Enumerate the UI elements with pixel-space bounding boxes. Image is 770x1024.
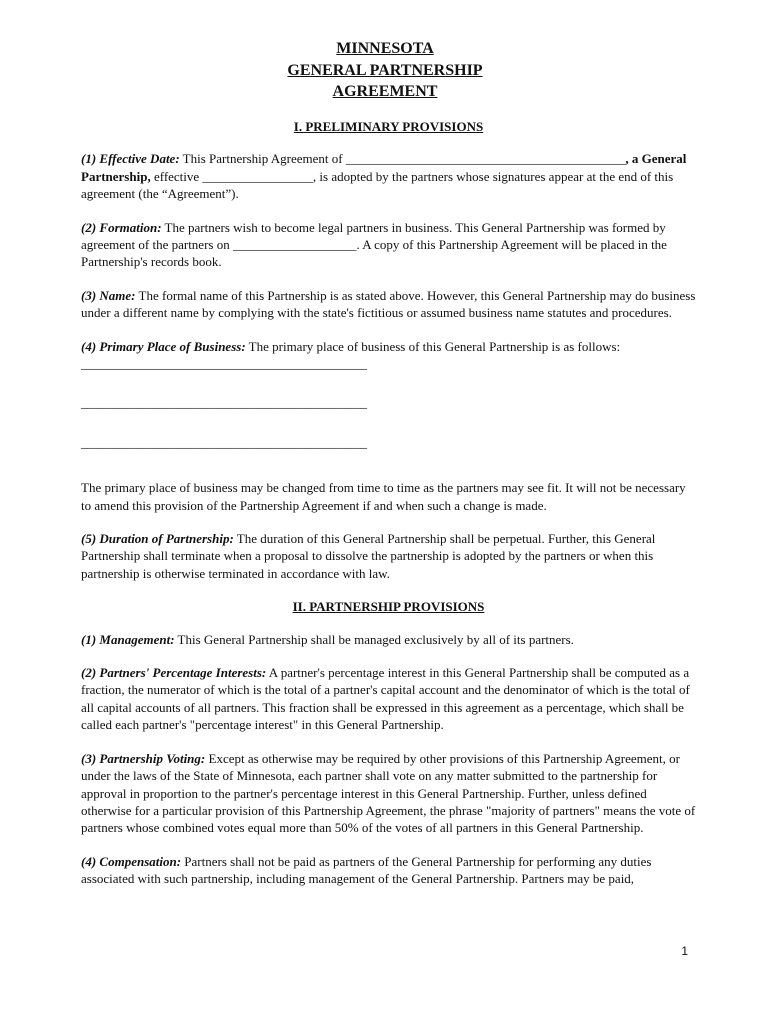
clause-lead: (1) Effective Date: [81,151,180,167]
clause-text: The formal name of this Partnership is as stated above. However, this General Partnership may do business under a different name by complying with the state's fictitious or assumed business name statutes and procedures. [81,287,696,321]
clause-text: The primary place of business of this General Partnership is as follows: [245,338,621,354]
clause-text: This Partnership Agreement of ___________________________________________ [179,151,626,167]
address-line-2: ____________________________________________ [81,395,367,411]
clause-text: The partners wish to become legal partners in business. This General Partnership was formed by agreement of the partners on ___________________. A copy of this Partnership Agreement will be placed in the Partnership's records book. [81,219,667,270]
clause-compensation [81,853,696,888]
section-heading-partnership: II. PARTNERSHIP PROVISIONS [292,599,485,615]
clause-lead: (2) Partners' Percentage Interests: [81,665,267,681]
clause-partnership-voting [81,750,696,837]
clause-lead: (3) Partnership Voting: [81,750,206,766]
clause-effective-date [81,150,696,202]
clause-text: Partners shall not be paid as partners of the General Partnership for performing any duties associated with such partnership, including management of the General Partnership. Partners may be paid, [81,853,652,887]
clause-bold-text: , a General Partnership, [81,151,687,184]
clause-lead: (4) Compensation: [81,853,182,869]
address-line-1: ____________________________________________ [81,356,367,372]
clause-lead: (2) Formation: [81,219,162,235]
clause-lead: (4) Primary Place of Business: [81,338,246,354]
clause-lead: (3) Name: [81,287,136,303]
address-line-3: ____________________________________________ [81,434,367,450]
clause-text: effective _________________, is adopted by the partners whose signatures appear at the end of this agreement (the “Agreement”). [81,168,674,202]
clause-duration [81,530,696,582]
section-heading-preliminary: I. PRELIMINARY PROVISIONS [293,119,484,134]
title-line-2: GENERAL PARTNERSHIP [287,61,483,79]
clause-name [81,287,696,322]
clause-management [81,631,696,648]
clause-place-change: The primary place of business may be changed from time to time as the partners may see fit. It will not be necessary to amend this provision of the Partnership Agreement if and when such a change is made. [81,480,686,513]
clause-formation [81,219,696,271]
clause-percentage-interests [81,664,696,734]
clause-text: A partner's percentage interest in this General Partnership shall be computed as a fraction, the numerator of which is the total of a partner's capital account and the denominator of which is the total of all capital accounts of all partners. This fraction shall be expressed in this agreement as a percentage, which shall be called each partner's "percentage interest" in this General Partnership. [81,665,690,733]
clause-primary-place [81,338,696,355]
clause-lead: (1) Management: [81,631,175,647]
clause-text: Except as otherwise may be required by other provisions of this Partnership Agreement, or under the laws of the State of Minnesota, each partner shall vote on any matter submitted to the partnership for approval in proportion to the partner's percentage interest in this General Partnership. Further, unless defined otherwise for a particular provision of this Partnership Agreement, the phrase "majority of partners" means the vote of partners whose combined votes equal more than 50% of the votes of all partners in this General Partnership. [81,750,696,836]
page-number: 1 [681,944,688,958]
title-line-3: AGREEMENT [332,83,438,100]
title-line-1: MINNESOTA [336,40,434,57]
document-title [0,38,770,103]
clause-text: This General Partnership shall be managed exclusively by all of its partners. [174,631,574,647]
clause-text: The duration of this General Partnership shall be perpetual. Further, this General Partnership shall terminate when a proposal to dissolve the partnership is adopted by the partners or when this partnership is otherwise terminated in accordance with law. [81,531,656,581]
document-body [81,118,696,904]
clause-lead: (5) Duration of Partnership: [81,531,234,547]
